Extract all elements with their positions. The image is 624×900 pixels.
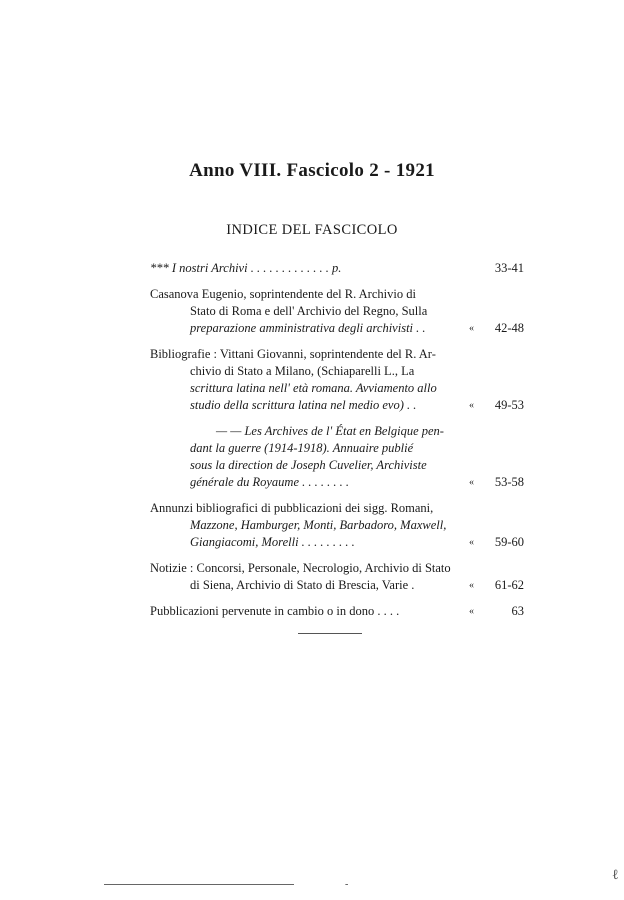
- toc-line: sous la direction de Joseph Cuvelier, Archiviste: [190, 458, 427, 472]
- toc-page-number: 61-62: [494, 578, 524, 592]
- toc-line: — — Les Archives de l' État en Belgique pen-: [216, 424, 444, 438]
- toc-line: *** I nostri Archivi . . . . . . . . . . . . . p.: [150, 261, 342, 275]
- toc-line: chivio di Stato a Milano, (Schiaparelli L., La: [190, 364, 415, 378]
- page-title: Anno VIII. Fascicolo 2 - 1921: [189, 160, 435, 181]
- toc-line: studio della scrittura latina nel medio evo) . .: [190, 398, 417, 412]
- footer-rule: [104, 884, 294, 885]
- toc-line: Bibliografie : Vittani Giovanni, soprintendente del R. Ar-: [150, 347, 436, 361]
- toc-line: générale du Royaume . . . . . . . .: [190, 475, 349, 489]
- toc-entry-pubblicazioni[interactable]: [150, 603, 530, 620]
- toc-line: Notizie : Concorsi, Personale, Necrologio, Archivio di Stato: [150, 561, 451, 575]
- toc-line: scrittura latina nell' età romana. Avviamento allo: [190, 381, 437, 395]
- toc-entry-text: [150, 260, 478, 277]
- toc-page-number: 59-60: [494, 535, 524, 549]
- toc-entry-nostri-archivi[interactable]: [150, 260, 530, 277]
- toc-line: Annunzi bibliografici di pubblicazioni dei sigg. Romani,: [150, 501, 434, 515]
- index-heading: INDICE DEL FASCICOLO: [226, 222, 398, 238]
- toc-entry-text: [150, 346, 478, 414]
- footer-mark: -: [345, 879, 349, 890]
- table-of-contents: [150, 260, 530, 629]
- toc-entry-text: [150, 500, 478, 551]
- toc-entry-archives-belgique[interactable]: [150, 423, 530, 491]
- ditto-mark: «: [469, 580, 474, 591]
- toc-page-number: 63: [511, 604, 524, 618]
- ditto-mark: «: [469, 537, 474, 548]
- toc-entry-bibliografie[interactable]: [150, 346, 530, 414]
- toc-entry-text: [150, 286, 478, 337]
- toc-page-number: 33-41: [494, 261, 524, 275]
- toc-line: Pubblicazioni pervenute in cambio o in dono . . . .: [150, 604, 400, 618]
- toc-line: Mazzone, Hamburger, Monti, Barbadoro, Maxwell,: [190, 518, 447, 532]
- toc-line: dant la guerre (1914-1918). Annuaire publié: [190, 441, 414, 455]
- toc-page-number: 49-53: [494, 398, 524, 412]
- toc-entry-notizie[interactable]: [150, 560, 530, 594]
- toc-page-number: 42-48: [494, 321, 524, 335]
- toc-entry-text: [150, 423, 478, 491]
- toc-page-number: 53-58: [494, 475, 524, 489]
- toc-entry-casanova[interactable]: [150, 286, 530, 337]
- ditto-mark: «: [469, 323, 474, 334]
- ditto-mark: «: [469, 477, 474, 488]
- toc-line: preparazione amministrativa degli archivisti . .: [190, 321, 426, 335]
- toc-entry-text: [150, 603, 478, 620]
- section-divider: [298, 633, 362, 634]
- toc-entry-text: [150, 560, 478, 594]
- toc-entry-annunzi[interactable]: [150, 500, 530, 551]
- toc-line: Casanova Eugenio, soprintendente del R. Archivio di: [150, 287, 416, 301]
- page-edge-mark: ℓ: [612, 868, 619, 883]
- ditto-mark: «: [469, 400, 474, 411]
- toc-line: Giangiacomi, Morelli . . . . . . . . .: [190, 535, 355, 549]
- toc-line: Stato di Roma e dell' Archivio del Regno, Sulla: [190, 304, 428, 318]
- toc-line: di Siena, Archivio di Stato di Brescia, Varie .: [190, 578, 415, 592]
- ditto-mark: «: [469, 606, 474, 617]
